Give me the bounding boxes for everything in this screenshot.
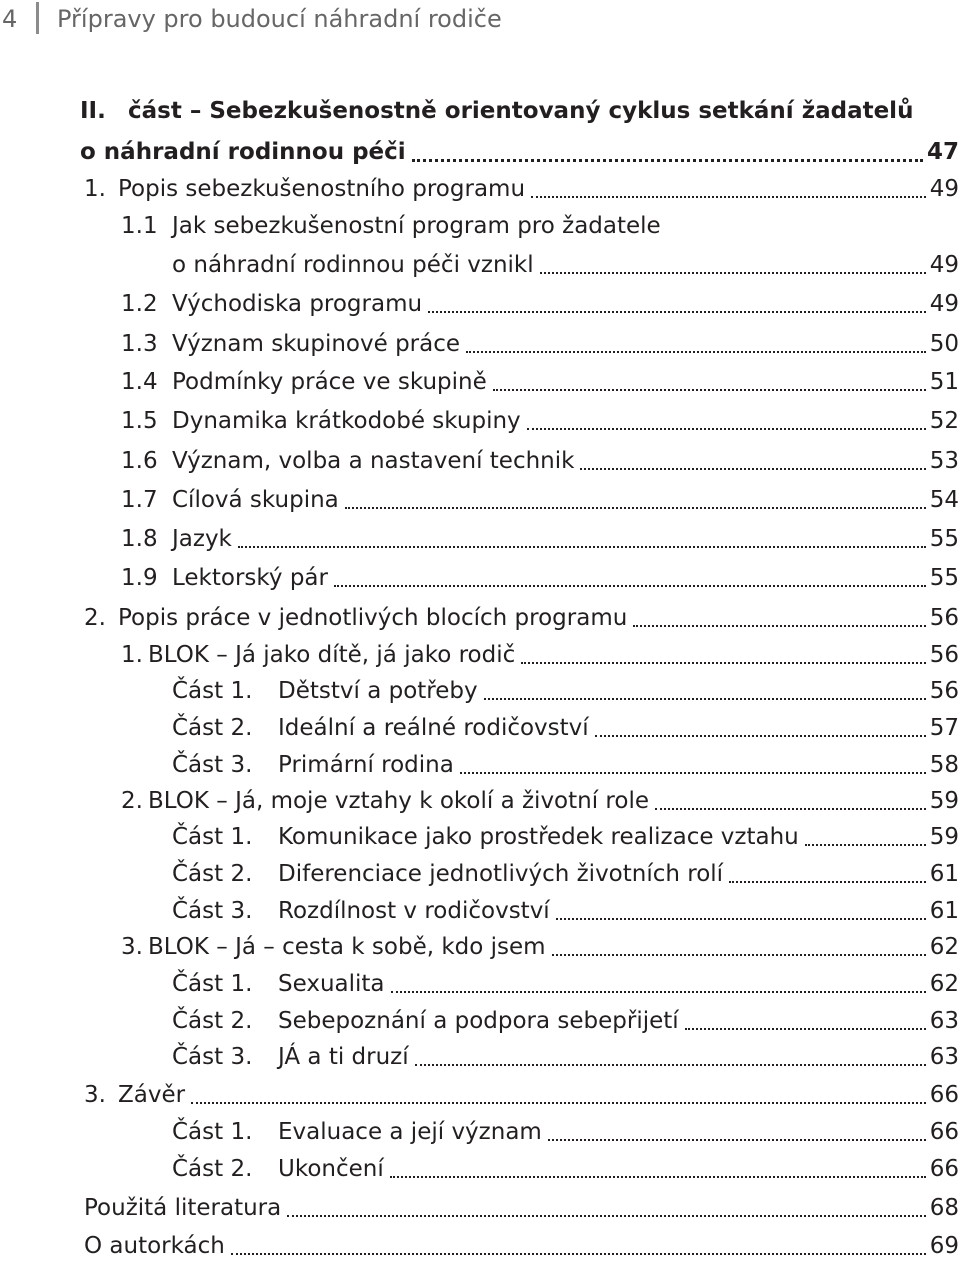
toc-entry-number: Část 2. — [172, 1156, 253, 1182]
toc-entry-page: 68 — [929, 1195, 959, 1221]
toc-entry-title: Použitá literatura — [84, 1195, 282, 1221]
dot-leader — [527, 428, 926, 430]
toc-entry-number: 1.2 — [121, 291, 158, 317]
toc-entry-page: 55 — [929, 565, 959, 591]
dot-leader — [633, 625, 926, 627]
toc-entry-title: Cílová skupina — [172, 487, 339, 513]
toc-entry-title: Východiska programu — [172, 291, 423, 317]
toc-entry-title: JÁ a ti druzí — [278, 1044, 409, 1070]
toc-entry-title: Jak sebezkušenostní program pro žadatele — [172, 213, 661, 239]
toc-entry[interactable] — [0, 134, 960, 170]
toc-entry-page: 66 — [929, 1082, 959, 1108]
toc-entry-page: 66 — [929, 1156, 959, 1182]
toc-entry-page: 63 — [929, 1044, 959, 1070]
toc-entry[interactable] — [0, 443, 960, 479]
running-header — [0, 0, 960, 40]
toc-entry-number: 1.7 — [121, 487, 158, 513]
toc-entry-number: 1.4 — [121, 369, 158, 395]
toc-entry[interactable] — [0, 600, 960, 636]
toc-entry-number: Část 2. — [172, 861, 253, 887]
toc-entry[interactable] — [0, 1114, 960, 1150]
toc-entry[interactable] — [0, 1151, 960, 1187]
toc-entry-page: 56 — [929, 642, 959, 668]
toc-entry-number: 2. — [121, 788, 143, 814]
toc-entry-page: 58 — [929, 752, 959, 778]
toc-entry[interactable] — [0, 929, 960, 965]
toc-entry-title: Význam skupinové práce — [172, 331, 461, 357]
toc-entry[interactable] — [0, 710, 960, 746]
toc-entry-title: Lektorský pár — [172, 565, 328, 591]
toc-entry-title: Komunikace jako prostředek realizace vztahu — [278, 824, 799, 850]
dot-leader — [466, 351, 926, 353]
toc-entry[interactable] — [0, 364, 960, 400]
toc-entry-title: Ukončení — [278, 1156, 384, 1182]
toc-entry-number: 1. — [84, 176, 106, 202]
toc-entry-page: 59 — [929, 824, 959, 850]
dot-leader — [238, 546, 926, 548]
toc-entry-title: BLOK – Já, moje vztahy k okolí a životní role — [148, 788, 649, 814]
toc-entry-number: 2. — [84, 605, 106, 631]
dot-leader — [655, 808, 926, 810]
toc-entry-page: 56 — [929, 605, 959, 631]
toc-entry-title: BLOK – Já jako dítě, já jako rodič — [148, 642, 516, 668]
dot-leader — [428, 311, 926, 313]
dot-leader — [521, 662, 926, 664]
toc-entry-number: Část 1. — [172, 678, 253, 704]
toc-entry-page: 61 — [929, 861, 959, 887]
toc-entry-number: Část 2. — [172, 1008, 253, 1034]
toc-entry-page: 56 — [929, 678, 959, 704]
dot-leader — [556, 918, 926, 920]
toc-entry[interactable] — [0, 1077, 960, 1113]
toc-entry-number: Část 2. — [172, 715, 253, 741]
toc-entry-number: Část 1. — [172, 824, 253, 850]
toc-entry-page: 51 — [929, 369, 959, 395]
toc-entry-title: Primární rodina — [278, 752, 454, 778]
toc-entry-page: 49 — [929, 252, 959, 278]
toc-entry-number: 3. — [121, 934, 143, 960]
dot-leader — [345, 507, 926, 509]
toc-entry-page: 62 — [929, 971, 959, 997]
toc-entry-number: Část 3. — [172, 1044, 253, 1070]
toc-entry[interactable] — [0, 893, 960, 929]
toc-entry[interactable] — [0, 326, 960, 362]
dot-leader — [484, 698, 926, 700]
toc-entry[interactable] — [0, 1003, 960, 1039]
toc-entry-number: 1.6 — [121, 448, 158, 474]
toc-entry-page: 52 — [929, 408, 959, 434]
dot-leader — [191, 1102, 926, 1104]
toc-entry[interactable] — [0, 673, 960, 709]
page-number: 4 — [2, 5, 18, 33]
dot-leader — [231, 1253, 926, 1255]
dot-leader — [460, 772, 926, 774]
dot-leader — [493, 389, 926, 391]
toc-entry-page: 63 — [929, 1008, 959, 1034]
toc-entry-page: 54 — [929, 487, 959, 513]
dot-leader — [729, 881, 926, 883]
toc-entry-title: o náhradní rodinnou péči — [80, 139, 406, 165]
toc-entry-title: část – Sebezkušenostně orientovaný cyklus setkání žadatelů — [128, 98, 914, 124]
toc-entry-title: Dětství a potřeby — [278, 678, 478, 704]
toc-entry-title: Dynamika krátkodobé skupiny — [172, 408, 521, 434]
toc-entry[interactable] — [0, 819, 960, 855]
toc-entry-title: O autorkách — [84, 1233, 225, 1259]
dot-leader — [390, 1176, 926, 1178]
toc-entry[interactable] — [0, 482, 960, 518]
toc-entry[interactable] — [0, 637, 960, 673]
toc-entry-title: Diferenciace jednotlivých životních rolí — [278, 861, 724, 887]
dot-leader — [391, 991, 926, 993]
toc-entry-page: 47 — [926, 139, 959, 165]
toc-entry[interactable] — [0, 521, 960, 557]
toc-entry-page: 50 — [929, 331, 959, 357]
toc-entry-number: 1. — [121, 642, 143, 668]
toc-entry-number: 1.8 — [121, 526, 158, 552]
toc-entry[interactable] — [0, 1228, 960, 1264]
toc-entry-title: Popis práce v jednotlivých blocích programu — [118, 605, 628, 631]
dot-leader — [334, 585, 926, 587]
toc-entry[interactable] — [0, 403, 960, 439]
header-divider — [36, 2, 39, 34]
toc-entry-number: 1.9 — [121, 565, 158, 591]
toc-entry-title: Jazyk — [172, 526, 232, 552]
toc-entry-page: 62 — [929, 934, 959, 960]
toc-entry-number: 3. — [84, 1082, 106, 1108]
toc-entry[interactable] — [0, 747, 960, 783]
toc-entry-number: 1.3 — [121, 331, 158, 357]
toc-entry-page: 66 — [929, 1119, 959, 1145]
toc-entry-title: Závěr — [118, 1082, 186, 1108]
toc-entry-number: 1.1 — [121, 213, 158, 239]
toc-entry[interactable] — [0, 286, 960, 322]
toc-entry[interactable] — [0, 93, 960, 129]
toc-entry-page: 61 — [929, 898, 959, 924]
toc-entry[interactable] — [0, 856, 960, 892]
dot-leader — [531, 196, 926, 198]
toc-entry-number: 1.5 — [121, 408, 158, 434]
toc-entry-page: 49 — [929, 291, 959, 317]
toc-entry-title: o náhradní rodinnou péči vznikl — [172, 252, 534, 278]
toc-entry-number: Část 1. — [172, 1119, 253, 1145]
dot-leader — [540, 272, 926, 274]
dot-leader — [552, 954, 926, 956]
toc-entry-title: BLOK – Já – cesta k sobě, kdo jsem — [148, 934, 546, 960]
toc-entry-number: Část 3. — [172, 898, 253, 924]
toc-entry-number: Část 3. — [172, 752, 253, 778]
toc-entry-page: 57 — [929, 715, 959, 741]
toc-entry[interactable] — [0, 171, 960, 207]
toc-entry-title: Ideální a reálné rodičovství — [278, 715, 589, 741]
toc-entry[interactable] — [0, 247, 960, 283]
toc-entry[interactable] — [0, 1039, 960, 1075]
toc-entry-page: 53 — [929, 448, 959, 474]
toc-entry-title: Podmínky práce ve skupině — [172, 369, 487, 395]
toc-entry-number: Část 1. — [172, 971, 253, 997]
toc-entry-page: 59 — [929, 788, 959, 814]
toc-entry[interactable] — [0, 966, 960, 1002]
dot-leader — [580, 468, 926, 470]
dot-leader — [415, 1064, 926, 1066]
dot-leader — [805, 844, 926, 846]
toc-entry-title: Sexualita — [278, 971, 385, 997]
dot-leader — [412, 159, 923, 162]
toc-entry[interactable] — [0, 1190, 960, 1226]
dot-leader — [685, 1028, 926, 1030]
toc-entry-page: 49 — [929, 176, 959, 202]
toc-entry-page: 55 — [929, 526, 959, 552]
dot-leader — [595, 735, 926, 737]
toc-entry-number: II. — [80, 98, 106, 124]
toc-entry-title: Popis sebezkušenostního programu — [118, 176, 526, 202]
running-title: Přípravy pro budoucí náhradní rodiče — [57, 5, 502, 33]
dot-leader — [287, 1215, 926, 1217]
toc-entry[interactable] — [0, 560, 960, 596]
toc-entry-title: Evaluace a její význam — [278, 1119, 542, 1145]
toc-entry-title: Sebepoznání a podpora sebepřijetí — [278, 1008, 679, 1034]
dot-leader — [548, 1139, 926, 1141]
toc-entry-page: 69 — [929, 1233, 959, 1259]
toc-entry-title: Rozdílnost v rodičovství — [278, 898, 550, 924]
toc-entry[interactable] — [0, 783, 960, 819]
toc-entry-title: Význam, volba a nastavení technik — [172, 448, 575, 474]
toc-entry[interactable] — [0, 208, 960, 244]
